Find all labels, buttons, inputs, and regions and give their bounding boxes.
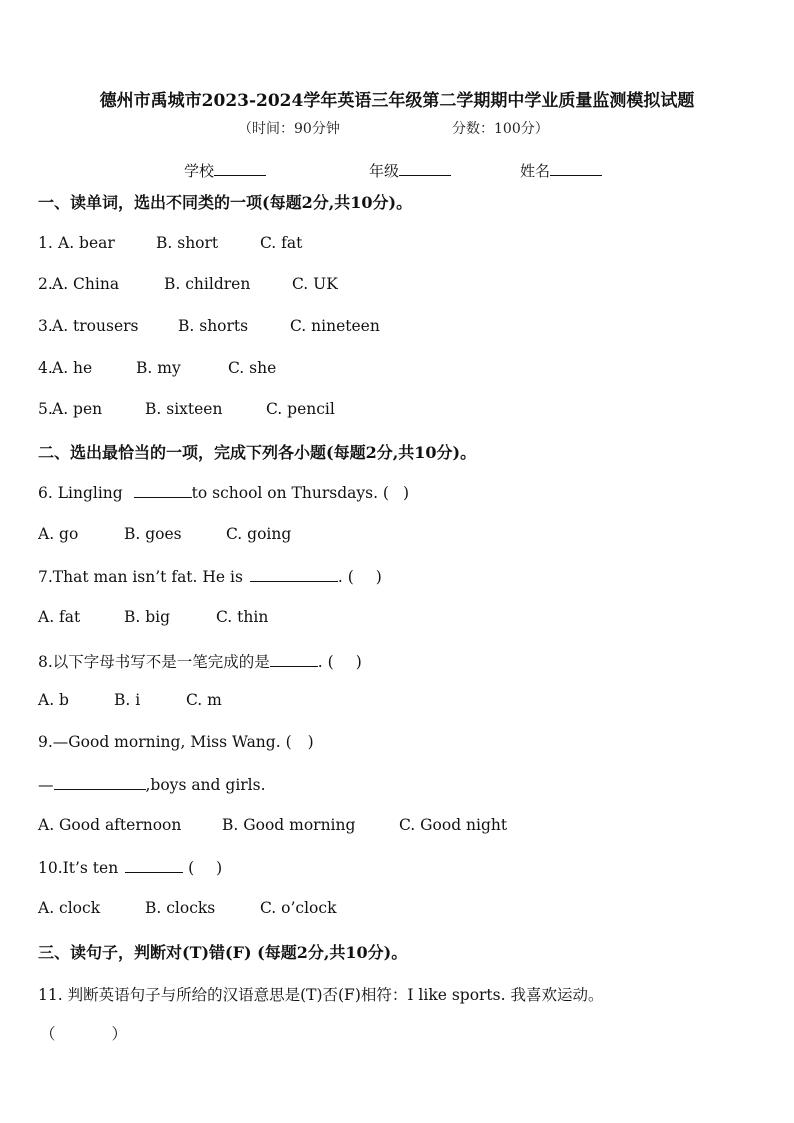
- option-c: C. nineteen: [290, 317, 380, 335]
- question-9: [38, 733, 314, 751]
- option-a: A. Good afternoon: [38, 816, 182, 834]
- options-6: [38, 525, 292, 543]
- answer-paren-close: ): [307, 733, 314, 751]
- section-3-heading: 三、读句子，判断对(T)错(F) (每题2分,共10分)。: [38, 943, 408, 962]
- option-a: A. pen: [52, 400, 103, 418]
- school-field[interactable]: [184, 160, 266, 181]
- option-c: C. o’clock: [260, 899, 337, 917]
- school-label: 学校: [184, 162, 215, 180]
- answer-paren-open: （: [40, 1025, 56, 1043]
- option-c: C. m: [186, 691, 222, 709]
- option-b: B. big: [124, 608, 171, 626]
- question-8-text: 8.以下字母书写不是一笔完成的是: [38, 653, 270, 671]
- options-10: [38, 899, 337, 917]
- total-score: 分数：100分）: [452, 121, 549, 137]
- options-9: [38, 816, 508, 834]
- option-a: A. fat: [38, 608, 81, 626]
- option-a: A. clock: [38, 899, 101, 917]
- option-b: B. i: [114, 691, 141, 709]
- option-b: B. shorts: [178, 317, 249, 335]
- option-b: B. children: [164, 275, 251, 293]
- answer-blank[interactable]: [54, 775, 146, 790]
- question-6-text: 6. Lingling: [38, 484, 123, 502]
- question-number: 4.: [38, 359, 53, 377]
- option-c: C. UK: [292, 275, 338, 293]
- time-limit: （时间：90分钟: [238, 121, 340, 137]
- question-number: 2.: [38, 275, 53, 293]
- name-field[interactable]: [520, 160, 602, 181]
- section-1-heading: 一、读单词，选出不同类的一项(每题2分,共10分)。: [38, 193, 413, 212]
- question-9-reply-text: ,boys and girls.: [145, 776, 266, 794]
- option-a: A. bear: [58, 234, 115, 252]
- question-11: 11. 判断英语句子与所给的汉语意思是(T)否(F)相符：I like sports. 我喜欢运动。: [38, 986, 604, 1004]
- grade-blank[interactable]: [399, 161, 451, 176]
- option-a: A. China: [52, 275, 120, 293]
- option-a: A. he: [52, 359, 93, 377]
- option-c: C. thin: [216, 608, 269, 626]
- option-c: C. going: [226, 525, 292, 543]
- question-8-text-end: . (: [317, 653, 334, 671]
- question-9-text: 9.—Good morning, Miss Wang. (: [38, 733, 292, 751]
- question-9-reply: [38, 775, 266, 794]
- question-7-text-end: . (: [337, 568, 354, 586]
- option-b: B. my: [136, 359, 181, 377]
- question-number: 3.: [38, 317, 53, 335]
- question-7: [38, 567, 382, 586]
- section-2-heading: 二、选出最恰当的一项，完成下列各小题(每题2分,共10分)。: [38, 443, 477, 462]
- question-10: [38, 858, 222, 877]
- options-7: [38, 608, 269, 626]
- option-b: B. clocks: [145, 899, 216, 917]
- question-8: [38, 650, 362, 672]
- option-c: C. Good night: [399, 816, 508, 834]
- name-blank[interactable]: [550, 161, 602, 176]
- question-4: [38, 359, 277, 377]
- option-a: A. trousers: [52, 317, 139, 335]
- grade-field[interactable]: [369, 160, 451, 181]
- answer-paren-close: ): [375, 568, 382, 586]
- option-a: A. go: [38, 525, 79, 543]
- answer-blank[interactable]: [134, 483, 192, 498]
- question-6: [38, 483, 409, 502]
- exam-title: 德州市禹城市2023-2024学年英语三年级第二学期期中学业质量监测模拟试题: [99, 91, 695, 111]
- answer-parens[interactable]: [40, 1022, 127, 1044]
- option-c: C. fat: [260, 234, 303, 252]
- answer-paren-open: (: [188, 859, 195, 877]
- option-b: B. goes: [124, 525, 182, 543]
- question-1: [38, 234, 303, 252]
- option-c: C. pencil: [266, 400, 335, 418]
- question-2: [38, 275, 338, 293]
- question-3: [38, 317, 380, 335]
- answer-paren-close: ): [355, 653, 362, 671]
- school-blank[interactable]: [214, 161, 266, 176]
- reply-dash: —: [38, 776, 54, 794]
- answer-paren-close: ): [216, 859, 223, 877]
- option-b: B. Good morning: [222, 816, 356, 834]
- question-6-text-end: to school on Thursdays. (: [191, 484, 389, 502]
- question-10-text: 10.It’s ten: [38, 859, 119, 877]
- option-b: B. short: [156, 234, 219, 252]
- question-7-text: 7.That man isn’t fat. He is: [38, 568, 243, 586]
- answer-blank[interactable]: [270, 652, 318, 667]
- answer-blank[interactable]: [125, 858, 183, 873]
- options-8: [38, 691, 222, 709]
- answer-paren-close: ）: [111, 1025, 128, 1043]
- question-5: [38, 400, 335, 418]
- answer-paren-close: ): [402, 484, 410, 502]
- answer-blank[interactable]: [250, 567, 338, 582]
- name-label: 姓名: [520, 162, 551, 180]
- question-number: 5.: [38, 400, 53, 418]
- option-b: B. sixteen: [145, 400, 223, 418]
- option-c: C. she: [228, 359, 277, 377]
- option-a: A. b: [38, 691, 69, 709]
- grade-label: 年级: [369, 162, 400, 180]
- question-number: 1.: [38, 234, 53, 252]
